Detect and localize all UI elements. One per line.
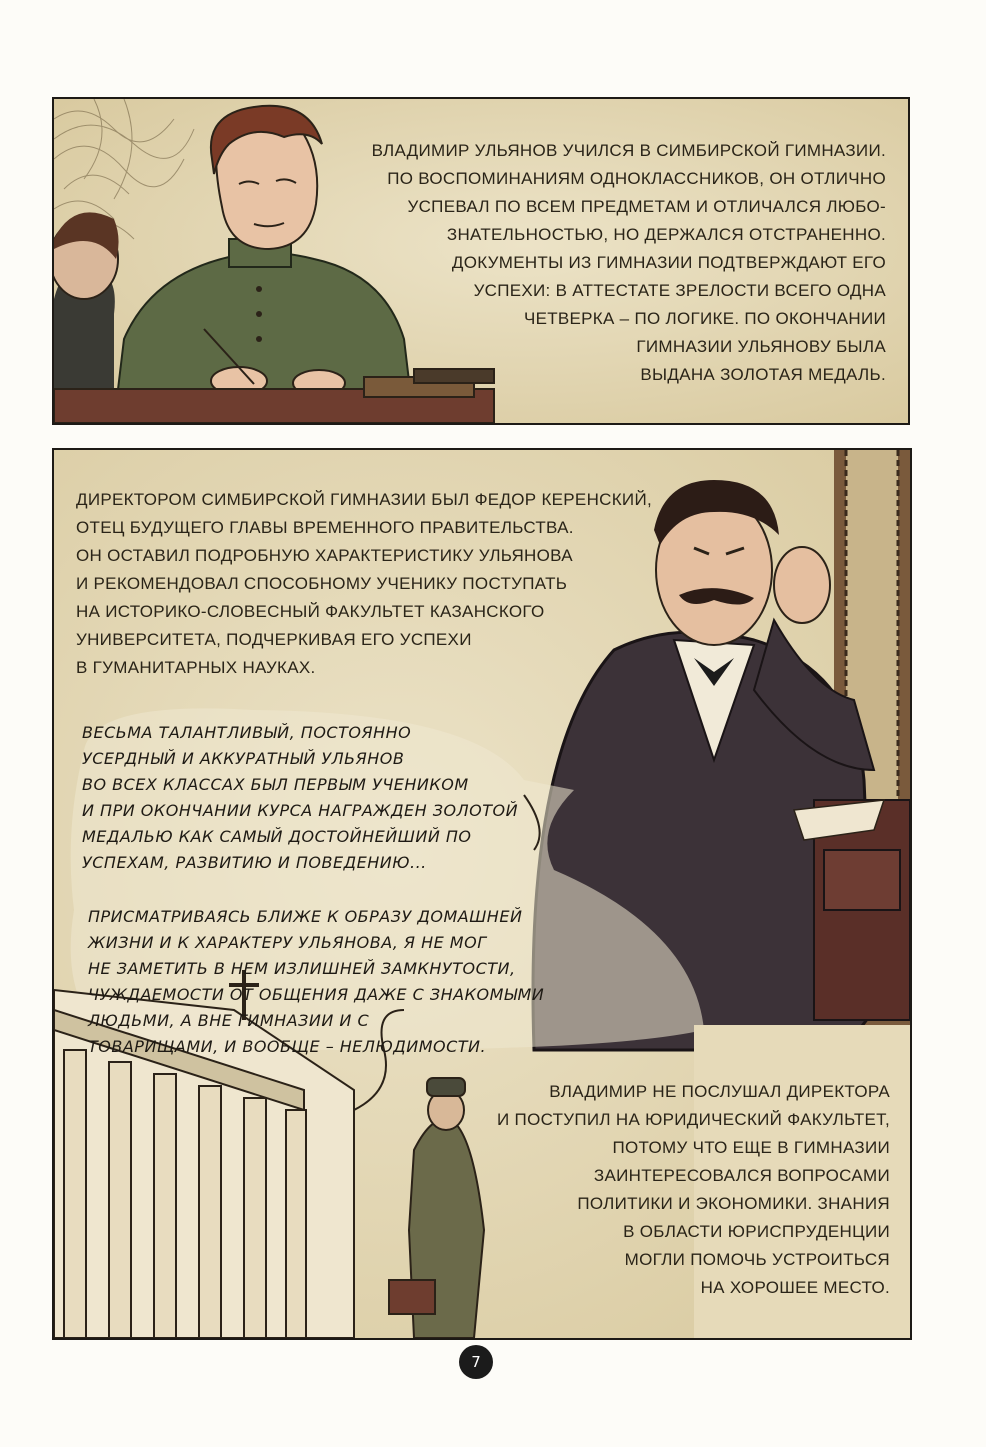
narration-line: ГИМНАЗИИ УЛЬЯНОВУ БЫЛА [636,337,886,356]
speech-line: ЛЮДЬМИ, А ВНЕ ГИМНАЗИИ И С [88,1011,370,1030]
narration-line: ВЛАДИМИР УЛЬЯНОВ УЧИЛСЯ В СИМБИРСКОЙ ГИМНАЗИИ. [371,141,886,160]
panel-director [52,448,912,1340]
narration-line: ПОТОМУ ЧТО ЕЩЕ В ГИМНАЗИИ [612,1138,890,1157]
speech-line: ВО ВСЕХ КЛАССАХ БЫЛ ПЕРВЫМ УЧЕНИКОМ [82,775,469,794]
narration-line: ПО ВОСПОМИНАНИЯМ ОДНОКЛАССНИКОВ, ОН ОТЛИЧНО [387,169,886,188]
speech-line: МЕДАЛЬЮ КАК САМЫЙ ДОСТОЙНЕЙШИЙ ПО [82,827,472,846]
speech-line: УСПЕХАМ, РАЗВИТИЮ И ПОВЕДЕНИЮ... [82,853,427,872]
narration-line: НА ХОРОШЕЕ МЕСТО. [700,1278,890,1297]
speech-line: УСЕРДНЫЙ И АККУРАТНЫЙ УЛЬЯНОВ [82,749,405,768]
speech-line: ВЕСЬМА ТАЛАНТЛИВЫЙ, ПОСТОЯННО [82,723,412,742]
panel-gymnasium [52,97,910,425]
narration-line: ОН ОСТАВИЛ ПОДРОБНУЮ ХАРАКТЕРИСТИКУ УЛЬЯНОВА [76,546,573,565]
narration-line: ЗАИНТЕРЕСОВАЛСЯ ВОПРОСАМИ [593,1166,890,1185]
narration-line: ВЫДАНА ЗОЛОТАЯ МЕДАЛЬ. [640,365,886,384]
narration-line: ДИРЕКТОРОМ СИМБИРСКОЙ ГИМНАЗИИ БЫЛ ФЕДОР КЕРЕНСКИЙ, [76,490,652,509]
speech-line: ЧУЖДАЕМОСТИ ОТ ОБЩЕНИЯ ДАЖЕ С ЗНАКОМЫМИ [88,985,545,1004]
narration-box [372,137,886,389]
narration-line: ПОЛИТИКИ И ЭКОНОМИКИ. ЗНАНИЯ [577,1194,890,1213]
narration-line: МОГЛИ ПОМОЧЬ УСТРОИТЬСЯ [624,1250,890,1269]
narration-box-bottom [497,1078,890,1302]
narration-line: ЗНАТЕЛЬНОСТЬЮ, НО ДЕРЖАЛСЯ ОТСТРАНЕННО. [446,225,886,244]
speech-line: ЖИЗНИ И К ХАРАКТЕРУ УЛЬЯНОВА, Я НЕ МОГ [88,933,487,952]
narration-line: В ГУМАНИТАРНЫХ НАУКАХ. [76,658,316,677]
narration-line: УСПЕВАЛ ПО ВСЕМ ПРЕДМЕТАМ И ОТЛИЧАЛСЯ ЛЮБО- [407,197,886,216]
narration-line: ВЛАДИМИР НЕ ПОСЛУШАЛ ДИРЕКТОРА [549,1082,890,1101]
page-number: 7 [459,1345,493,1379]
speech-text-praise [82,720,518,876]
narration-line: ЧЕТВЕРКА – ПО ЛОГИКЕ. ПО ОКОНЧАНИИ [523,309,886,328]
speech-line: ТОВАРИЩАМИ, И ВООБЩЕ – НЕЛЮДИМОСТИ. [88,1037,487,1056]
speech-line: НЕ ЗАМЕТИТЬ В НЕМ ИЗЛИШНЕЙ ЗАМКНУТОСТИ, [88,959,516,978]
speech-line: ПРИСМАТРИВАЯСЬ БЛИЖЕ К ОБРАЗУ ДОМАШНЕЙ [88,907,523,926]
narration-box-top [76,486,652,682]
narration-line: УСПЕХИ: В АТТЕСТАТЕ ЗРЕЛОСТИ ВСЕГО ОДНА [473,281,886,300]
narration-line: ДОКУМЕНТЫ ИЗ ГИМНАЗИИ ПОДТВЕРЖДАЮТ ЕГО [451,253,886,272]
narration-line: УНИВЕРСИТЕТА, ПОДЧЕРКИВАЯ ЕГО УСПЕХИ [76,630,472,649]
narration-line: НА ИСТОРИКО-СЛОВЕСНЫЙ ФАКУЛЬТЕТ КАЗАНСКОГО [76,602,545,621]
narration-line: И ПОСТУПИЛ НА ЮРИДИЧЕСКИЙ ФАКУЛЬТЕТ, [497,1110,890,1129]
speech-text-reserve [88,904,544,1060]
speech-line: И ПРИ ОКОНЧАНИИ КУРСА НАГРАЖДЕН ЗОЛОТОЙ [82,801,519,820]
narration-line: ОТЕЦ БУДУЩЕГО ГЛАВЫ ВРЕМЕННОГО ПРАВИТЕЛЬСТВА. [76,518,574,537]
narration-line: В ОБЛАСТИ ЮРИСПРУДЕНЦИИ [623,1222,890,1241]
narration-line: И РЕКОМЕНДОВАЛ СПОСОБНОМУ УЧЕНИКУ ПОСТУПАТЬ [76,574,568,593]
